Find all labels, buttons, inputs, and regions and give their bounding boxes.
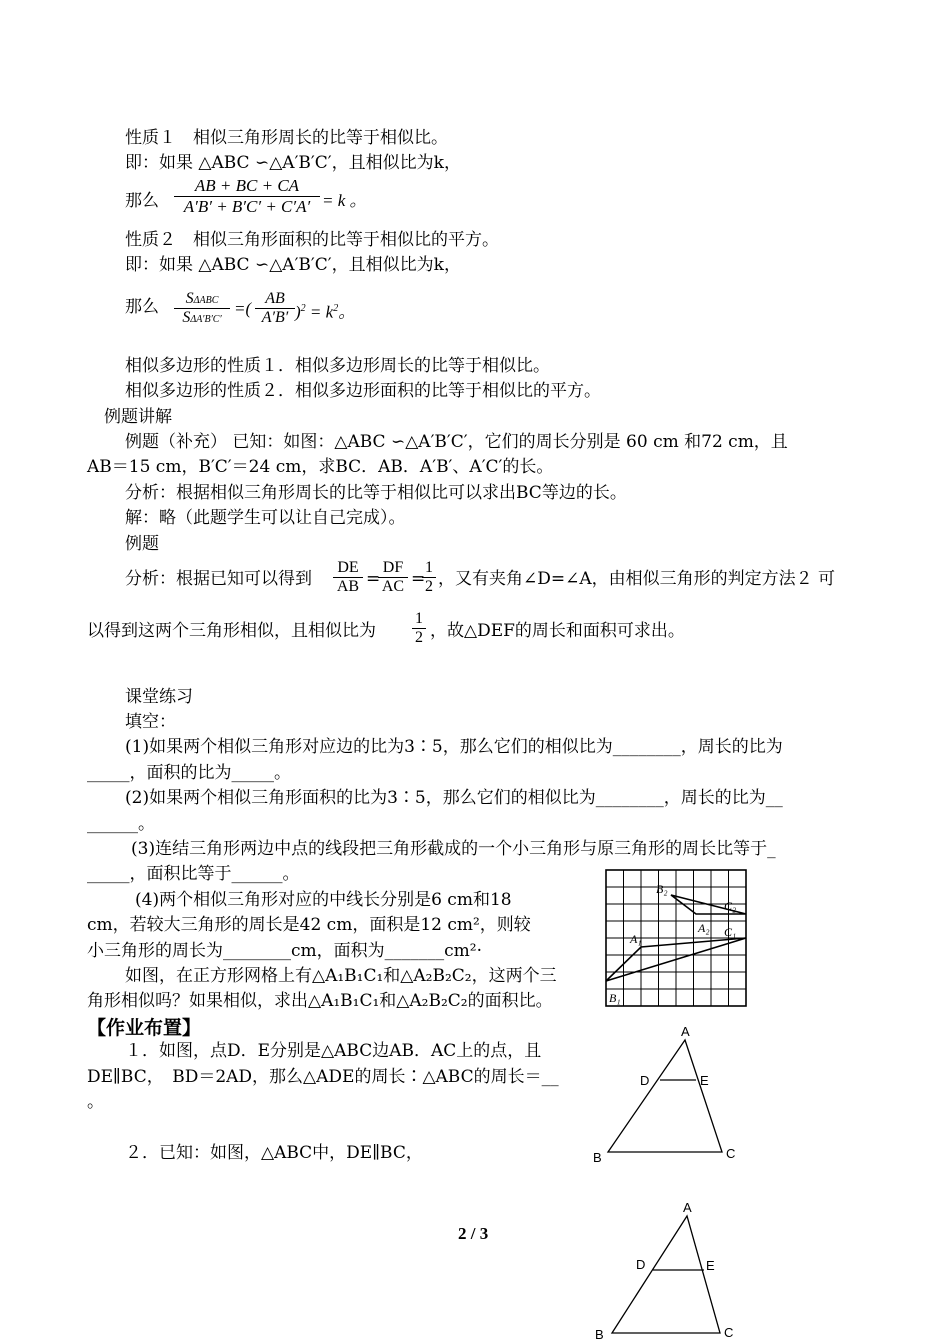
label-c: C: [726, 1146, 736, 1161]
label-a2: A₂: [698, 921, 710, 935]
homework-2-line-1: ２．已知：如图，△ABC中，DE∥BC，: [125, 1143, 423, 1163]
label-c1: C₁: [724, 925, 737, 939]
denominator-ab: AB: [333, 577, 363, 596]
side-ratio-fraction: [255, 290, 295, 327]
page-number: 2 / 3: [458, 1224, 489, 1243]
triangle-figure-2: [588, 1198, 748, 1344]
question-3-line-1: (3)连结三角形两边中点的线段把三角形截成的一个小三角形与原三角形的周长比等于_: [131, 839, 776, 859]
grid-figure: [600, 868, 752, 1012]
label-d: D: [640, 1073, 650, 1088]
denominator-ac: AC: [378, 577, 408, 596]
numerator-de: DE: [337, 559, 359, 576]
example-2-title: 例题: [125, 534, 159, 554]
question-4-line-3: 小三角形的周长为________cm，面积为_______cm²·: [87, 941, 483, 961]
label-b2: B₂: [656, 882, 668, 896]
question-3-line-2: _____，面积比等于______。: [87, 864, 300, 884]
label-b: B: [593, 1150, 602, 1165]
question-1-line-1: (1)如果两个相似三角形对应边的比为3∶5，那么它们的相似比为________，周长的比为: [125, 737, 783, 757]
label-b1: B₁: [609, 991, 621, 1005]
similarity-ratio-fraction: [412, 610, 426, 647]
property-1-fraction: [174, 176, 320, 217]
property-2-title: 性质２ 相似三角形面积的比等于相似比的平方。: [125, 230, 499, 250]
property-2-then: 那么: [125, 297, 159, 317]
fraction-numerator: AB + BC + CA: [194, 176, 300, 195]
example-2-analysis-pre: 分析：根据已知可以得到: [125, 569, 312, 589]
example-1-line-1: 例题（补充） 已知：如图：△ABC ∽△A′B′C′，它们的周长分别是 60 cm 和72 cm，且: [125, 432, 788, 452]
triangle-abc: [612, 1216, 720, 1333]
numerator-df: DF: [382, 559, 404, 576]
numerator-1: 1: [425, 559, 433, 576]
triangle-figure-1: [588, 1022, 748, 1168]
example-2-line-2-pre: 以得到这两个三角形相似，且相似比为: [87, 621, 376, 641]
triangle-abc: [608, 1040, 722, 1152]
numerator-1: 1: [415, 610, 423, 627]
property-1-condition: 即：如果 △ABC ∽△A′B′C′，且相似比为k，: [125, 153, 461, 173]
example-1-analysis: 分析：根据相似三角形周长的比等于相似比可以求出BC等边的长。: [125, 483, 627, 503]
equals-sign: =: [366, 569, 381, 589]
equals-open-paren: =(: [234, 299, 252, 318]
example-1-solution: 解：略（此题学生可以让自己完成）。: [125, 508, 406, 528]
question-2-line-1: (2)如果两个相似三角形面积的比为3∶5，那么它们的相似比为________，周长的比为__: [125, 788, 783, 808]
homework-1-line-2: DE∥BC， BD＝2AD，那么△ADE的周长∶△ABC的周长＝__: [87, 1067, 559, 1087]
polygon-property-1: 相似多边形的性质１．相似多边形周长的比等于相似比。: [125, 356, 550, 376]
denominator-2: 2: [422, 577, 436, 596]
grid-question-line-1: 如图，在正方形网格上有△A₁B₁C₁和△A₂B₂C₂，这两个三: [125, 966, 557, 986]
denominator-2: 2: [412, 628, 426, 647]
property-2-condition: 即：如果 △ABC ∽△A′B′C′，且相似比为k，: [125, 255, 461, 275]
label-a1: A₁: [630, 932, 642, 946]
label-c: C: [724, 1325, 734, 1340]
square-expression: )$^2 = k^2$。: [295, 302, 356, 322]
example-1-line-2: AB＝15 cm，B′C′＝24 cm，求BC．AB．A′B′、A′C′的长。: [87, 457, 554, 477]
property-1-rhs: = k 。: [322, 191, 367, 210]
label-c2: C₂: [724, 899, 737, 913]
equals-sign: =: [411, 569, 426, 589]
label-e: E: [706, 1258, 715, 1273]
area-denominator: SΔA′B′C′: [174, 308, 230, 327]
label-a: A: [681, 1024, 690, 1039]
label-d: D: [636, 1257, 646, 1272]
label-a: A: [683, 1200, 692, 1215]
area-ratio-fraction: [174, 290, 230, 327]
fraction-denominator: A′B′ + B′C′ + C′A′: [174, 196, 320, 217]
homework-1-line-1: １．如图，点D．E分别是△ABC边AB．AC上的点，且: [125, 1041, 542, 1061]
area-numerator: SΔABC: [185, 290, 219, 307]
question-1-line-2: _____，面积的比为_____。: [87, 763, 291, 783]
polygon-property-2: 相似多边形的性质２．相似多边形面积的比等于相似比的平方。: [125, 381, 601, 401]
example-2-line-2-post: ，故△DEF的周长和面积可求出。: [430, 621, 685, 641]
question-2-line-2: ______。: [87, 814, 155, 834]
ratio-de-ab: [333, 559, 363, 596]
side-numerator: AB: [265, 290, 285, 307]
property-1-then: 那么: [125, 191, 159, 211]
examples-title: 例题讲解: [104, 407, 172, 427]
ratio-one-half: [422, 559, 436, 596]
property-1-title: 性质１ 相似三角形周长的比等于相似比。: [125, 128, 448, 148]
ratio-df-ac: [378, 559, 408, 596]
example-2-analysis-post: ，又有夹角∠D=∠A，由相似三角形的判定方法２ 可: [438, 569, 836, 589]
homework-title: 【作业布置】: [87, 1017, 202, 1039]
side-denominator: A′B′: [255, 308, 295, 327]
grid-question-line-2: 角形相似吗？如果相似，求出△A₁B₁C₁和△A₂B₂C₂的面积比。: [87, 991, 553, 1011]
question-4-line-2: cm，若较大三角形的周长是42 cm，面积是12 cm²，则较: [87, 915, 531, 935]
fill-in-title: 填空：: [125, 712, 176, 732]
label-e: E: [700, 1073, 709, 1088]
homework-1-line-3: 。: [87, 1092, 104, 1112]
label-b: B: [595, 1327, 604, 1342]
practice-title: 课堂练习: [125, 687, 193, 707]
question-4-line-1: (4)两个相似三角形对应的中线长分别是6 cm和18: [135, 890, 512, 910]
